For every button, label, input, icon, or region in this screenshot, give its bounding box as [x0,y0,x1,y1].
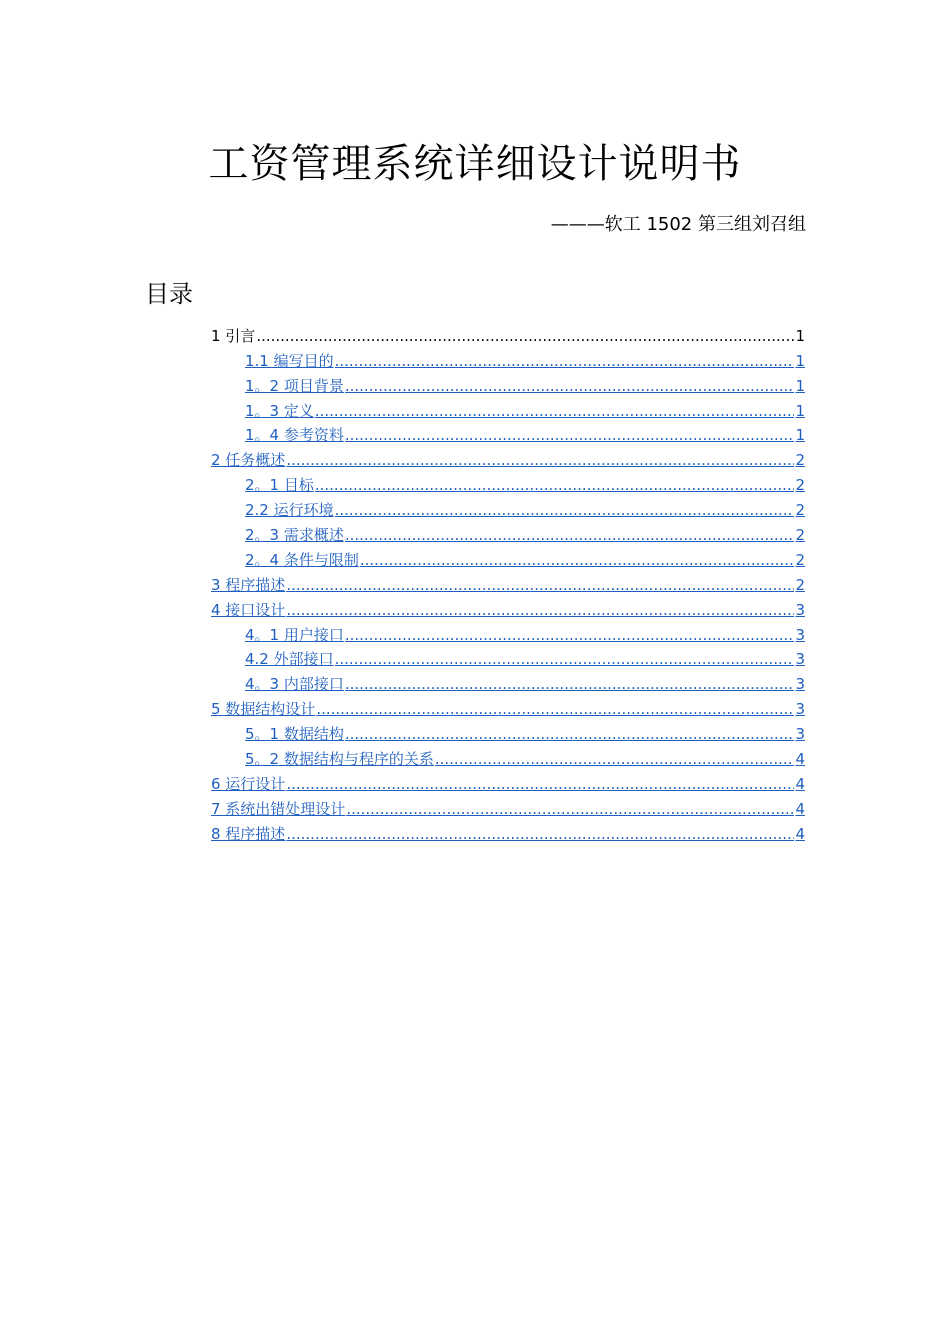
toc-entry[interactable] [211,595,805,620]
toc-entry-label: 1。3 定义 [245,401,314,420]
toc-entry-page: 4 [795,824,805,843]
toc-entry-page: 2 [795,575,805,594]
toc-entry-page: 3 [795,675,805,694]
toc-leader-dots [360,550,795,570]
toc-entry-label: 3 程序描述 [211,575,286,594]
toc-entry-page: 1 [795,351,805,370]
toc-entry-label: 2。3 需求概述 [245,526,344,545]
toc-leader-dots [345,376,795,396]
toc-entry-label: 4 接口设计 [211,600,286,619]
toc-entry-label: 2。1 目标 [245,476,314,495]
toc-entry-page: 1 [795,426,805,445]
toc-entry-label: 4。1 用户接口 [245,625,344,644]
toc-entry-label: 7 系统出错处理设计 [211,799,346,818]
toc-leader-dots [335,649,795,669]
toc-leader-dots [345,425,795,445]
toc-entry[interactable] [211,445,805,470]
toc-entry-page: 3 [795,600,805,619]
toc-entry-page: 3 [795,700,805,719]
toc-entry-page: 2 [795,550,805,569]
toc-entry-label: 4。3 内部接口 [245,675,344,694]
toc-entry-page: 3 [795,725,805,744]
toc-heading: 目录 [145,280,193,308]
toc-entry-page: 1 [795,401,805,420]
toc-leader-dots [315,475,795,495]
document-title: 工资管理系统详细设计说明书 [208,141,742,187]
toc-entry[interactable] [211,545,805,570]
toc-entry-page: 4 [795,799,805,818]
toc-entry-label: 6 运行设计 [211,774,286,793]
toc-entry[interactable] [211,346,805,371]
toc-entry-page: 4 [795,750,805,769]
toc-entry[interactable] [211,371,805,396]
toc-leader-dots [335,351,795,371]
toc-leader-dots [286,824,794,844]
toc-entry-label: 1。4 参考资料 [245,426,344,445]
toc-entry[interactable] [211,321,805,346]
toc-entry[interactable] [211,719,805,744]
toc-entry[interactable] [211,669,805,694]
toc-entry[interactable] [211,620,805,645]
toc-leader-dots [256,326,794,346]
toc-leader-dots [316,699,794,719]
toc-entry[interactable] [211,744,805,769]
toc-leader-dots [345,674,795,694]
toc-leader-dots [346,799,794,819]
toc-entry-label: 1 引言 [211,326,256,345]
toc-leader-dots [345,724,795,744]
table-of-contents [211,321,805,844]
toc-entry-page: 1 [795,376,805,395]
toc-entry-page: 2 [795,526,805,545]
toc-entry[interactable] [211,769,805,794]
toc-entry-page: 2 [795,451,805,470]
toc-entry-page: 3 [795,650,805,669]
toc-entry[interactable] [211,819,805,844]
toc-entry-label: 2 任务概述 [211,451,286,470]
toc-leader-dots [435,749,795,769]
toc-entry-label: 5 数据结构设计 [211,700,316,719]
toc-entry-label: 8 程序描述 [211,824,286,843]
toc-entry-page: 2 [795,476,805,495]
toc-entry[interactable] [211,396,805,421]
toc-leader-dots [345,525,795,545]
toc-leader-dots [345,625,795,645]
toc-entry[interactable] [211,520,805,545]
toc-entry-label: 1.1 编写目的 [245,351,334,370]
toc-entry-label: 5。2 数据结构与程序的关系 [245,750,434,769]
toc-entry-page: 1 [795,326,805,345]
toc-entry-label: 5。1 数据结构 [245,725,344,744]
toc-entry-label: 2.2 运行环境 [245,501,334,520]
toc-leader-dots [286,575,794,595]
toc-entry-page: 2 [795,501,805,520]
toc-entry-label: 4.2 外部接口 [245,650,334,669]
toc-entry-page: 4 [795,774,805,793]
toc-entry[interactable] [211,470,805,495]
toc-entry-label: 2。4 条件与限制 [245,550,359,569]
toc-entry[interactable] [211,694,805,719]
toc-entry-label: 1。2 项目背景 [245,376,344,395]
toc-entry[interactable] [211,421,805,446]
toc-leader-dots [315,401,795,421]
toc-entry[interactable] [211,495,805,520]
toc-leader-dots [286,774,794,794]
toc-leader-dots [335,500,795,520]
document-subtitle: ———软工 1502 第三组刘召组 [550,214,806,235]
toc-entry[interactable] [211,794,805,819]
toc-entry-page: 3 [795,625,805,644]
toc-entry[interactable] [211,645,805,670]
toc-leader-dots [286,600,794,620]
toc-entry[interactable] [211,570,805,595]
toc-leader-dots [286,450,794,470]
